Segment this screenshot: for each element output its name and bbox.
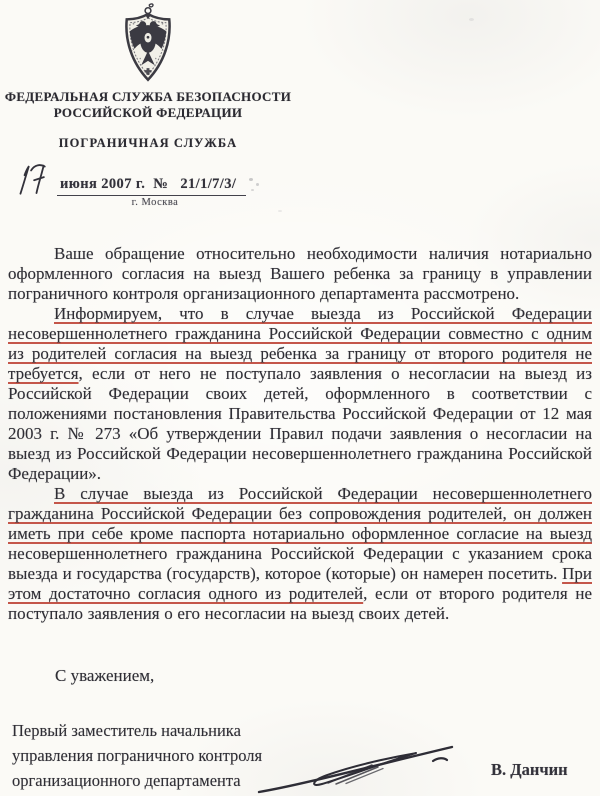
paragraph-text: , если от него не поступало заявления о несогласии на выезд из Российской Федерации своих детей, оформленного в соответствии с положениями постановления Правительства Российской Федерации от 12 мая 2003 г. № 273 «Об утверждении Правил подачи заявления о несогласии на выезд из Российской Федерации несовершеннолетнего гражданина Российской Федерации».	[8, 364, 592, 483]
body-paragraph-3	[8, 484, 592, 624]
scan-noise-speck	[469, 18, 474, 21]
scan-noise-speck	[249, 178, 253, 181]
red-underlined-text: Информируем, что в случае выезда из Российской Федерации несовершеннолетнего гражданина Российской Федерации совместно с одним из родителей согласия на выезд ребенка за границу от второго родителя не требуется	[8, 304, 592, 383]
city-line: г. Москва	[131, 197, 179, 208]
handwritten-day	[13, 160, 59, 198]
paragraph-text: , если от второго родителя не поступало заявления о его несогласии на выезд своих детей.	[8, 584, 592, 623]
org-name-line2: РОССИЙСКОЙ ФЕДЕРАЦИИ	[53, 104, 243, 120]
signer-title-line3: организационного департамента	[12, 771, 241, 790]
org-name-line1: ФЕДЕРАЛЬНАЯ СЛУЖБА БЕЗОПАСНОСТИ	[4, 89, 292, 104]
signer-title-block	[12, 718, 262, 793]
scan-noise-speck	[256, 183, 259, 186]
scan-noise-speck	[251, 189, 254, 191]
letter-body	[8, 244, 592, 624]
fsb-emblem-icon	[119, 2, 177, 86]
body-paragraph-2	[8, 304, 592, 484]
red-underlined-text: При этом достаточно согласия одного из родителей	[8, 564, 592, 603]
service-name: ПОГРАНИЧНАЯ СЛУЖБА	[58, 136, 238, 150]
signer-title-line2: управления пограничного контроля	[12, 746, 263, 765]
date-number-line: июня 2007 г. № 21/1/7/3/	[57, 176, 246, 196]
body-paragraph-1	[8, 244, 592, 304]
signer-title-line1: Первый заместитель начальника	[12, 721, 241, 740]
signer-name: В. Данчин	[491, 760, 568, 779]
signature-icon	[256, 742, 474, 796]
paragraph-text: Ваше обращение относительно необходимости наличия нотариально оформленного согласия на выезд Вашего ребенка за границу в управлении пограничного контроля организационного департамента рассмотрено.	[8, 244, 592, 303]
scan-noise-speck	[278, 210, 282, 212]
org-name	[0, 89, 296, 120]
regards-line: С уважением,	[55, 666, 155, 685]
red-underlined-text: В случае выезда из Российской Федерации несовершеннолетнего гражданина Российской Федерации без сопровождения родителей, он должен иметь при себе кроме паспорта нотариально оформленное согласие на выезд	[8, 484, 592, 543]
paragraph-text: несовершеннолетнего гражданина Российской Федерации с указанием срока выезда и государства (государств), которое (которые) он намерен посетить.	[8, 544, 592, 583]
